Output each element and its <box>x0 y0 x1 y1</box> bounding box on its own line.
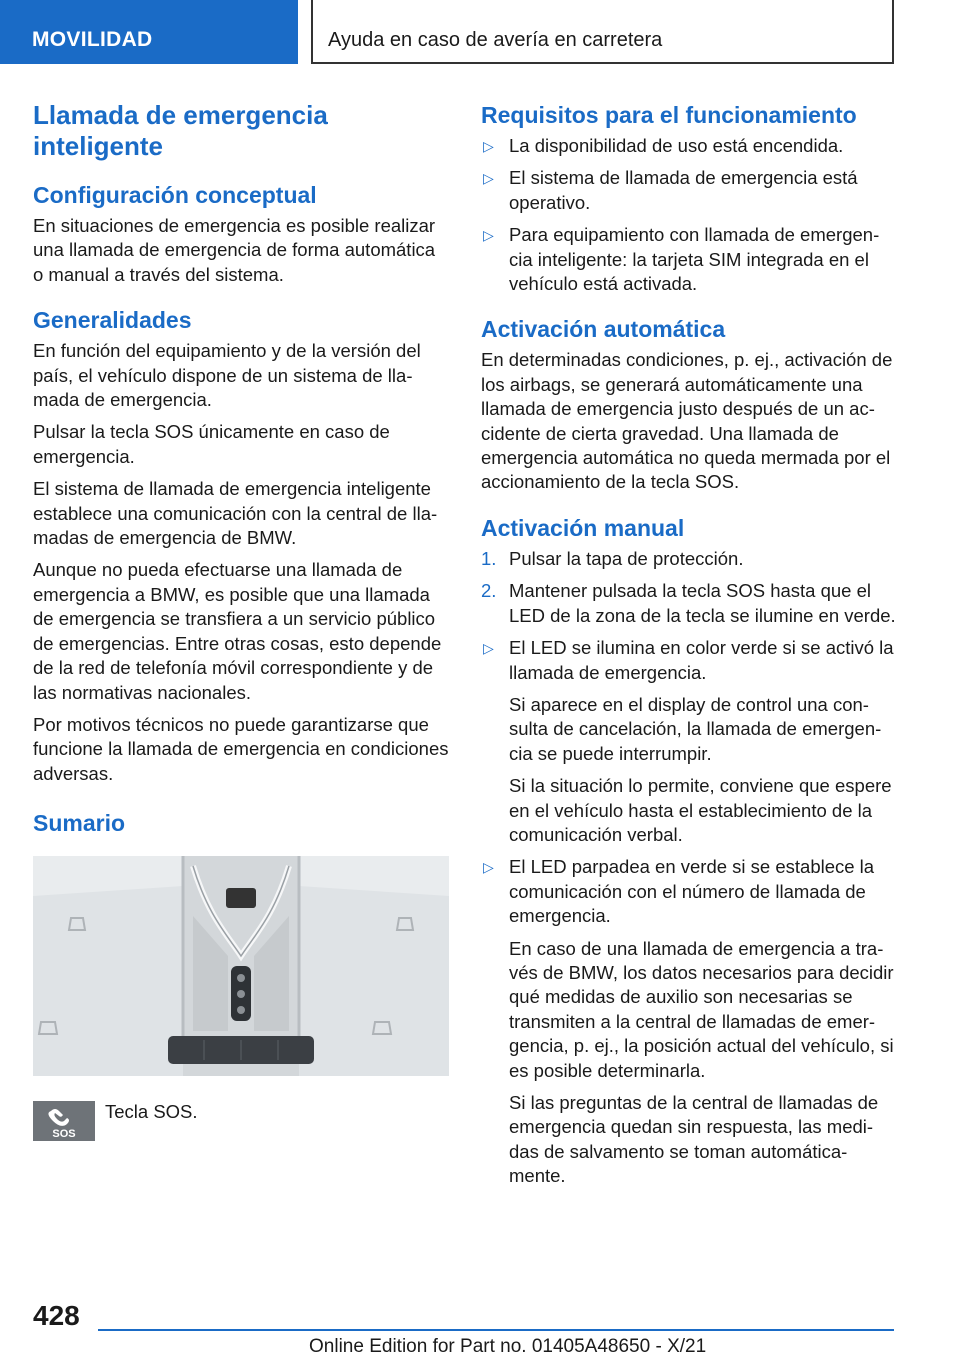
sos-legend <box>33 1097 449 1157</box>
list-item: ▷ El LED se ilumina en color verde si se activó la llamada de emergencia. <box>483 637 894 683</box>
concept-text: En situaciones de emergencia es posible realizar una llamada de emergencia de forma automática o manual a través del sistema. <box>33 215 436 285</box>
requirements-heading: Requisitos para el funcionamiento <box>481 102 857 128</box>
sos-caption: Tecla SOS. <box>105 1101 198 1123</box>
header-title-box <box>311 0 894 64</box>
left-column <box>33 100 449 1157</box>
triangle-bullet-icon: ▷ <box>483 170 494 187</box>
step-number: 2. <box>481 580 497 602</box>
page-number: 428 <box>33 1300 80 1331</box>
general-para: Por motivos técnicos no puede garantizarse que funcione la llamada de emergencia en condiciones adversas. <box>33 713 449 784</box>
page-title: Llamada de emergencia inteligente <box>33 100 328 161</box>
indented-para: Si las preguntas de la central de llamadas de emergencia quedan sin respuesta, las medidas de salvamento se toman automáticamente. <box>509 1092 879 1187</box>
header-section: MOVILIDAD <box>32 28 153 51</box>
list-item: ▷ El sistema de llamada de emergencia está operativo. <box>483 167 858 213</box>
header-section-tab <box>0 0 298 64</box>
general-para: Pulsar la tecla SOS únicamente en caso de emergencia. <box>33 421 390 467</box>
general-para: En función del equipamiento y de la versión del país, el vehículo dispone de un sistema de llamada de emergencia. <box>33 340 421 411</box>
step-item: 1. Pulsar la tapa de protección. <box>481 547 896 571</box>
triangle-bullet-icon: ▷ <box>483 640 494 657</box>
roof-console-photo <box>33 856 449 1076</box>
step-item: 2. Mantener pulsada la tecla SOS hasta que el LED de la zona de la tecla se ilumine en verde. <box>481 580 896 626</box>
general-para: El sistema de llamada de emergencia inteligente establece una comunicación con la central de llamadas de emergencia de BMW. <box>33 478 438 549</box>
right-column <box>481 100 896 1197</box>
list-item: ▷ El LED parpadea en verde si se establece la comunicación con el número de llamada de emergencia. <box>483 856 875 927</box>
auto-activation-heading: Activación automática <box>481 316 726 343</box>
footer-edition: Online Edition for Part no. 01405A48650 - X/21 <box>309 1336 707 1357</box>
list-item: ▷ Para equipamiento con llamada de emergencia inteligente: la tarjeta SIM integrada en el vehículo está activada. <box>483 224 880 295</box>
indented-para: Si aparece en el display de control una consulta de cancelación, la llamada de emergencia se puede interrumpir. <box>509 693 882 764</box>
footer-rule <box>98 1329 894 1331</box>
triangle-bullet-icon: ▷ <box>483 227 494 244</box>
summary-heading: Sumario <box>33 810 126 837</box>
manual-activation-heading: Activación manual <box>481 514 685 541</box>
header-title: Ayuda en caso de avería en carretera <box>328 29 663 51</box>
concept-heading: Configuración conceptual <box>33 182 317 208</box>
triangle-bullet-icon: ▷ <box>483 859 494 876</box>
general-heading: Generalidades <box>33 307 192 334</box>
indented-para: Si la situación lo permite, conviene que espere en el vehículo hasta el establecimiento de la comunicación verbal. <box>509 775 892 845</box>
svg-text:SOS: SOS <box>52 1128 76 1141</box>
auto-activation-text: En determinadas condiciones, p. ej., activación de los airbags, se generará automáticamente una llamada de emergencia justo después de un accidente de cierta gravedad. Una llamada de emergencia automática no queda mermada por el accionamiento de la tecla SOS. <box>481 349 893 493</box>
step-number: 1. <box>481 547 497 569</box>
indented-para: En caso de una llamada de emergencia a través de BMW, los datos necesarios para decidir qué medidas de auxilio son necesarias se transmiten a la central de llamadas de emergencia, p. ej., la posición actual del vehículo, si es posible determinarla. <box>509 937 894 1081</box>
triangle-bullet-icon: ▷ <box>483 138 494 154</box>
sos-key-icon <box>33 1101 95 1141</box>
list-item: ▷ La disponibilidad de uso está encendida. <box>481 134 896 158</box>
general-para: Aunque no pueda efectuarse una llamada de emergencia a BMW, es posible que una llamada de emergencia se transfiera a un servicio público de emergencias. Entre otras cosas, esto depende de la red de telefonía móvil correspondiente y de las normativas nacionales. <box>33 559 442 703</box>
